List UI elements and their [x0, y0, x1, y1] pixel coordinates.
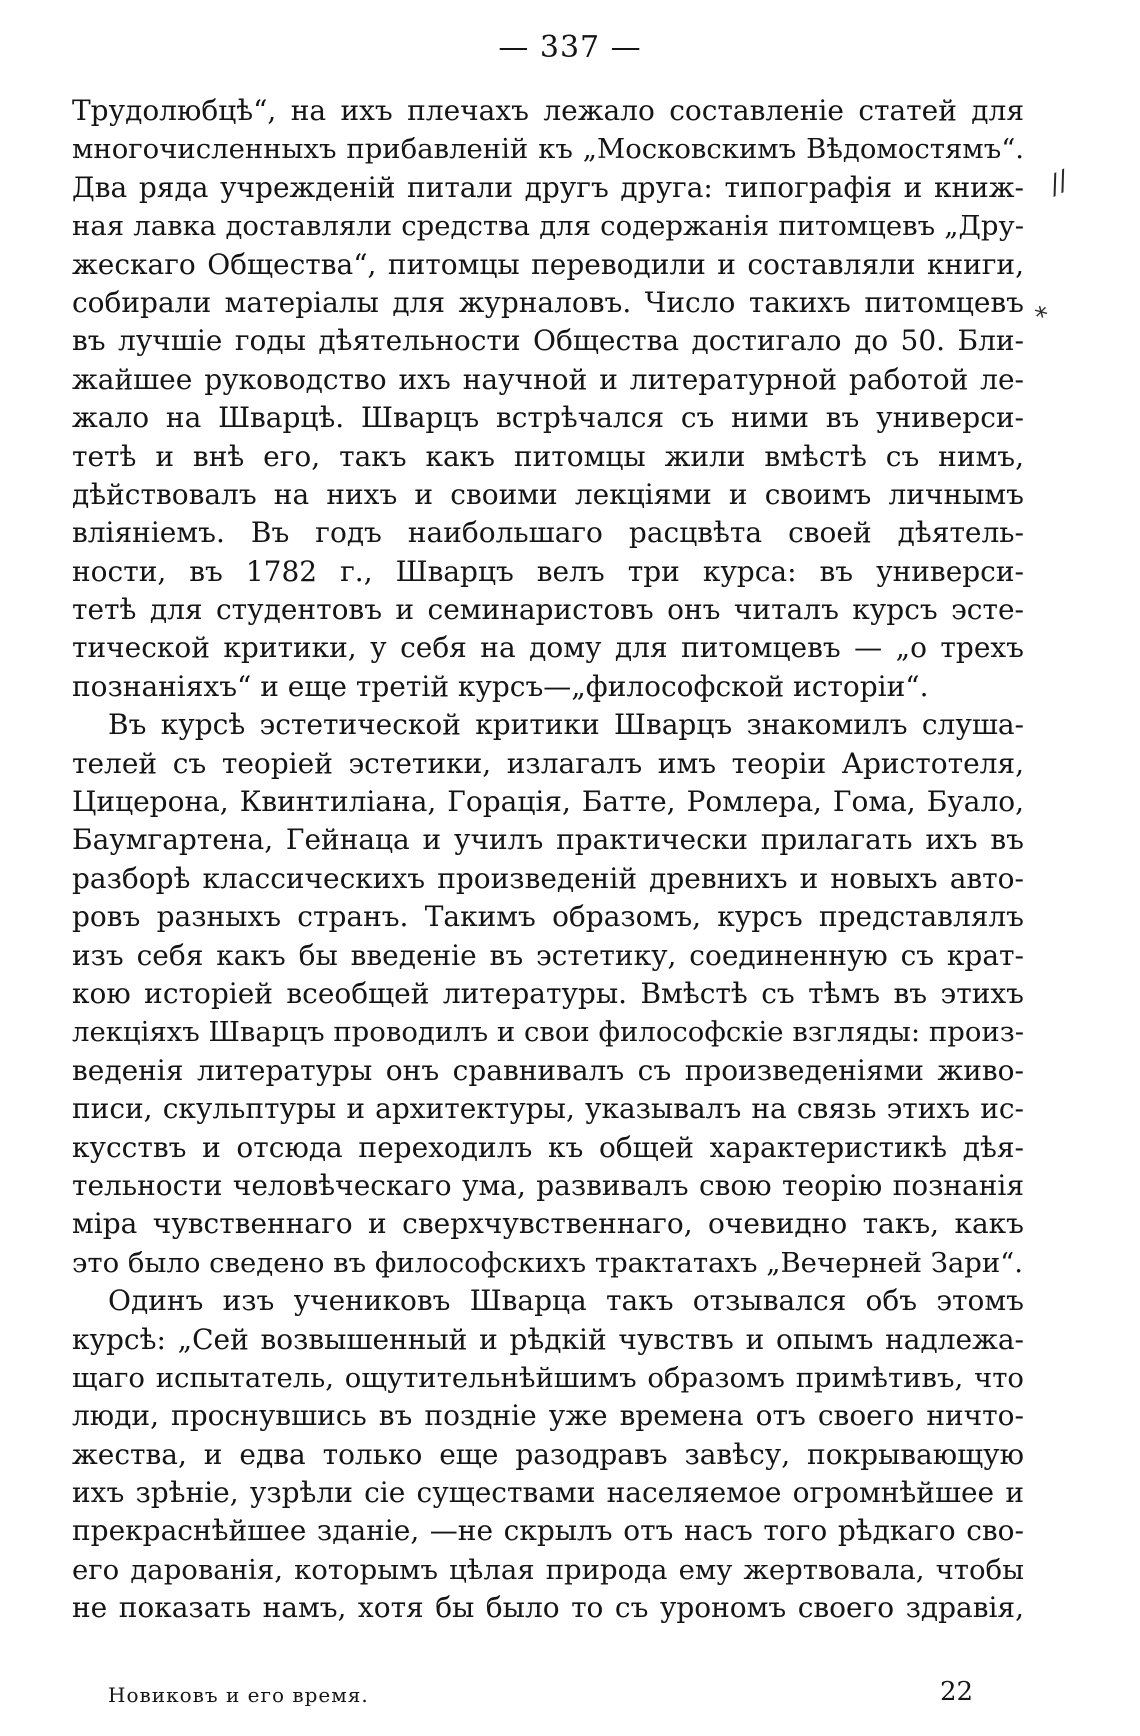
text-line: кусствъ и отсюда переходилъ къ общей характеристикѣ дѣя- — [72, 1130, 1024, 1164]
text-line: тетѣ и внѣ его, такъ какъ питомцы жили вмѣстѣ съ нимъ, — [72, 439, 1024, 473]
text-line: познаніяхъ“ и еще третій курсъ—„философской исторіи“. — [72, 669, 929, 703]
text-line: Одинъ изъ учениковъ Шварца такъ отзывался объ этомъ — [108, 1284, 1024, 1318]
text-line: вліяніемъ. Въ годъ наибольшаго расцвѣта своей дѣятель- — [72, 516, 1024, 550]
text-line: Баумгартена, Гейнаца и училъ практически прилагать ихъ въ — [72, 823, 1024, 857]
text-line: тетѣ для студентовъ и семинаристовъ онъ читалъ курсъ эсте- — [72, 593, 1024, 627]
text-line: люди, проснувшись въ поздніе уже времена отъ своего ничто- — [72, 1399, 1024, 1433]
text-line: курсѣ: „Сей возвышенный и рѣдкій чувствъ и опымъ надлежа- — [72, 1322, 1024, 1356]
text-line: Два ряда учрежденій питали другъ друга: типографія и книж- — [72, 170, 1024, 204]
margin-mark: * — [1032, 300, 1053, 334]
text-line: Цицерона, Квинтиліана, Горація, Батте, Ромлера, Гома, Буало, — [72, 785, 1024, 819]
text-line: ровъ разныхъ странъ. Такимъ образомъ, курсъ представлялъ — [72, 900, 1024, 934]
page-number: — 337 — — [498, 30, 642, 65]
text-line: жества, и едва только еще разодравъ завѣсу, покрывающую — [72, 1437, 1024, 1471]
text-line: изъ себя какъ бы введеніе въ эстетику, соединенную съ крат- — [72, 938, 1024, 972]
text-line: жескаго Общества“, питомцы переводили и составляли книги, — [72, 247, 1024, 281]
text-line: тельности человѣческаго ума, развивалъ свою теорію познанія — [72, 1168, 1024, 1202]
text-line: лекціяхъ Шварцъ проводилъ и свои философскіе взгляды: произ- — [72, 1016, 1024, 1049]
text-line: Въ курсѣ эстетической критики Шварцъ знакомилъ слуша- — [108, 708, 1024, 742]
text-line: собирали матеріалы для журналовъ. Число такихъ питомцевъ — [72, 285, 1024, 319]
text-line: жайшее руководство ихъ научной и литературной работой ле- — [72, 362, 1024, 396]
text-line: въ лучшіе годы дѣятельности Общества достигало до 50. Бли- — [72, 324, 1024, 358]
text-line: не показать намъ, хотя бы было то съ урономъ своего здравія, — [72, 1591, 1024, 1625]
text-line: писи, скульптуры и архитектуры, указывалъ на связь этихъ ис- — [72, 1092, 1024, 1126]
paragraph — [72, 1282, 1024, 1628]
text-line: тической критики, у себя на дому для питомцевъ — „о трехъ — [72, 631, 1024, 665]
paragraph — [72, 92, 1024, 706]
text-line: ихъ зрѣніе, узрѣли сіе существами населяемое огромнѣйшее и — [72, 1476, 1024, 1510]
text-line: его дарованія, которымъ цѣлая природа ему жертвовала, чтобы — [72, 1553, 1024, 1586]
text-line: ности, въ 1782 г., Шварцъ велъ три курса: въ универси- — [72, 554, 1024, 588]
text-line: щаго испытатель, ощутительнѣйшимъ образомъ примѣтивъ, что — [72, 1361, 1024, 1394]
text-line: Трудолюбцѣ“, на ихъ плечахъ лежало составленіе статей для — [72, 94, 1024, 127]
text-line: прекраснѣйшее зданіе, —не скрылъ отъ насъ того рѣдкаго сво- — [72, 1514, 1024, 1548]
text-line: кою исторіей всеобщей литературы. Вмѣстѣ съ тѣмъ въ этихъ — [72, 976, 1024, 1010]
text-line: разборѣ классическихъ произведеній древнихъ и новыхъ авто- — [72, 861, 1024, 895]
text-line: міра чувственнаго и сверхчувственнаго, очевидно такъ, какъ — [72, 1207, 1024, 1241]
signature-number: 22 — [940, 1677, 974, 1707]
paragraph — [72, 706, 1024, 1282]
text-line: многочисленныхъ прибавленій къ „Московскимъ Вѣдомостямъ“. — [72, 133, 1024, 166]
text-line: дѣйствовалъ на нихъ и своими лекціями и своимъ личнымъ — [72, 477, 1024, 511]
footer-book-title: Новиковъ и его время. — [108, 1683, 369, 1707]
text-line: ная лавка доставляли средства для содержанія питомцевъ „Дру- — [72, 210, 1024, 243]
text-line: веденія литературы онъ сравнивалъ съ произведеніями живо- — [72, 1053, 1024, 1087]
body-text — [72, 92, 1024, 1628]
text-line: жало на Шварцѣ. Шварцъ встрѣчался съ ними въ универси- — [72, 401, 1024, 435]
text-line: это было сведено въ философскихъ трактатахъ „Вечерней Зари“. — [72, 1246, 1023, 1279]
margin-mark: // — [1044, 165, 1074, 201]
text-line: телей съ теоріей эстетики, излагалъ имъ теоріи Аристотеля, — [72, 746, 1024, 780]
